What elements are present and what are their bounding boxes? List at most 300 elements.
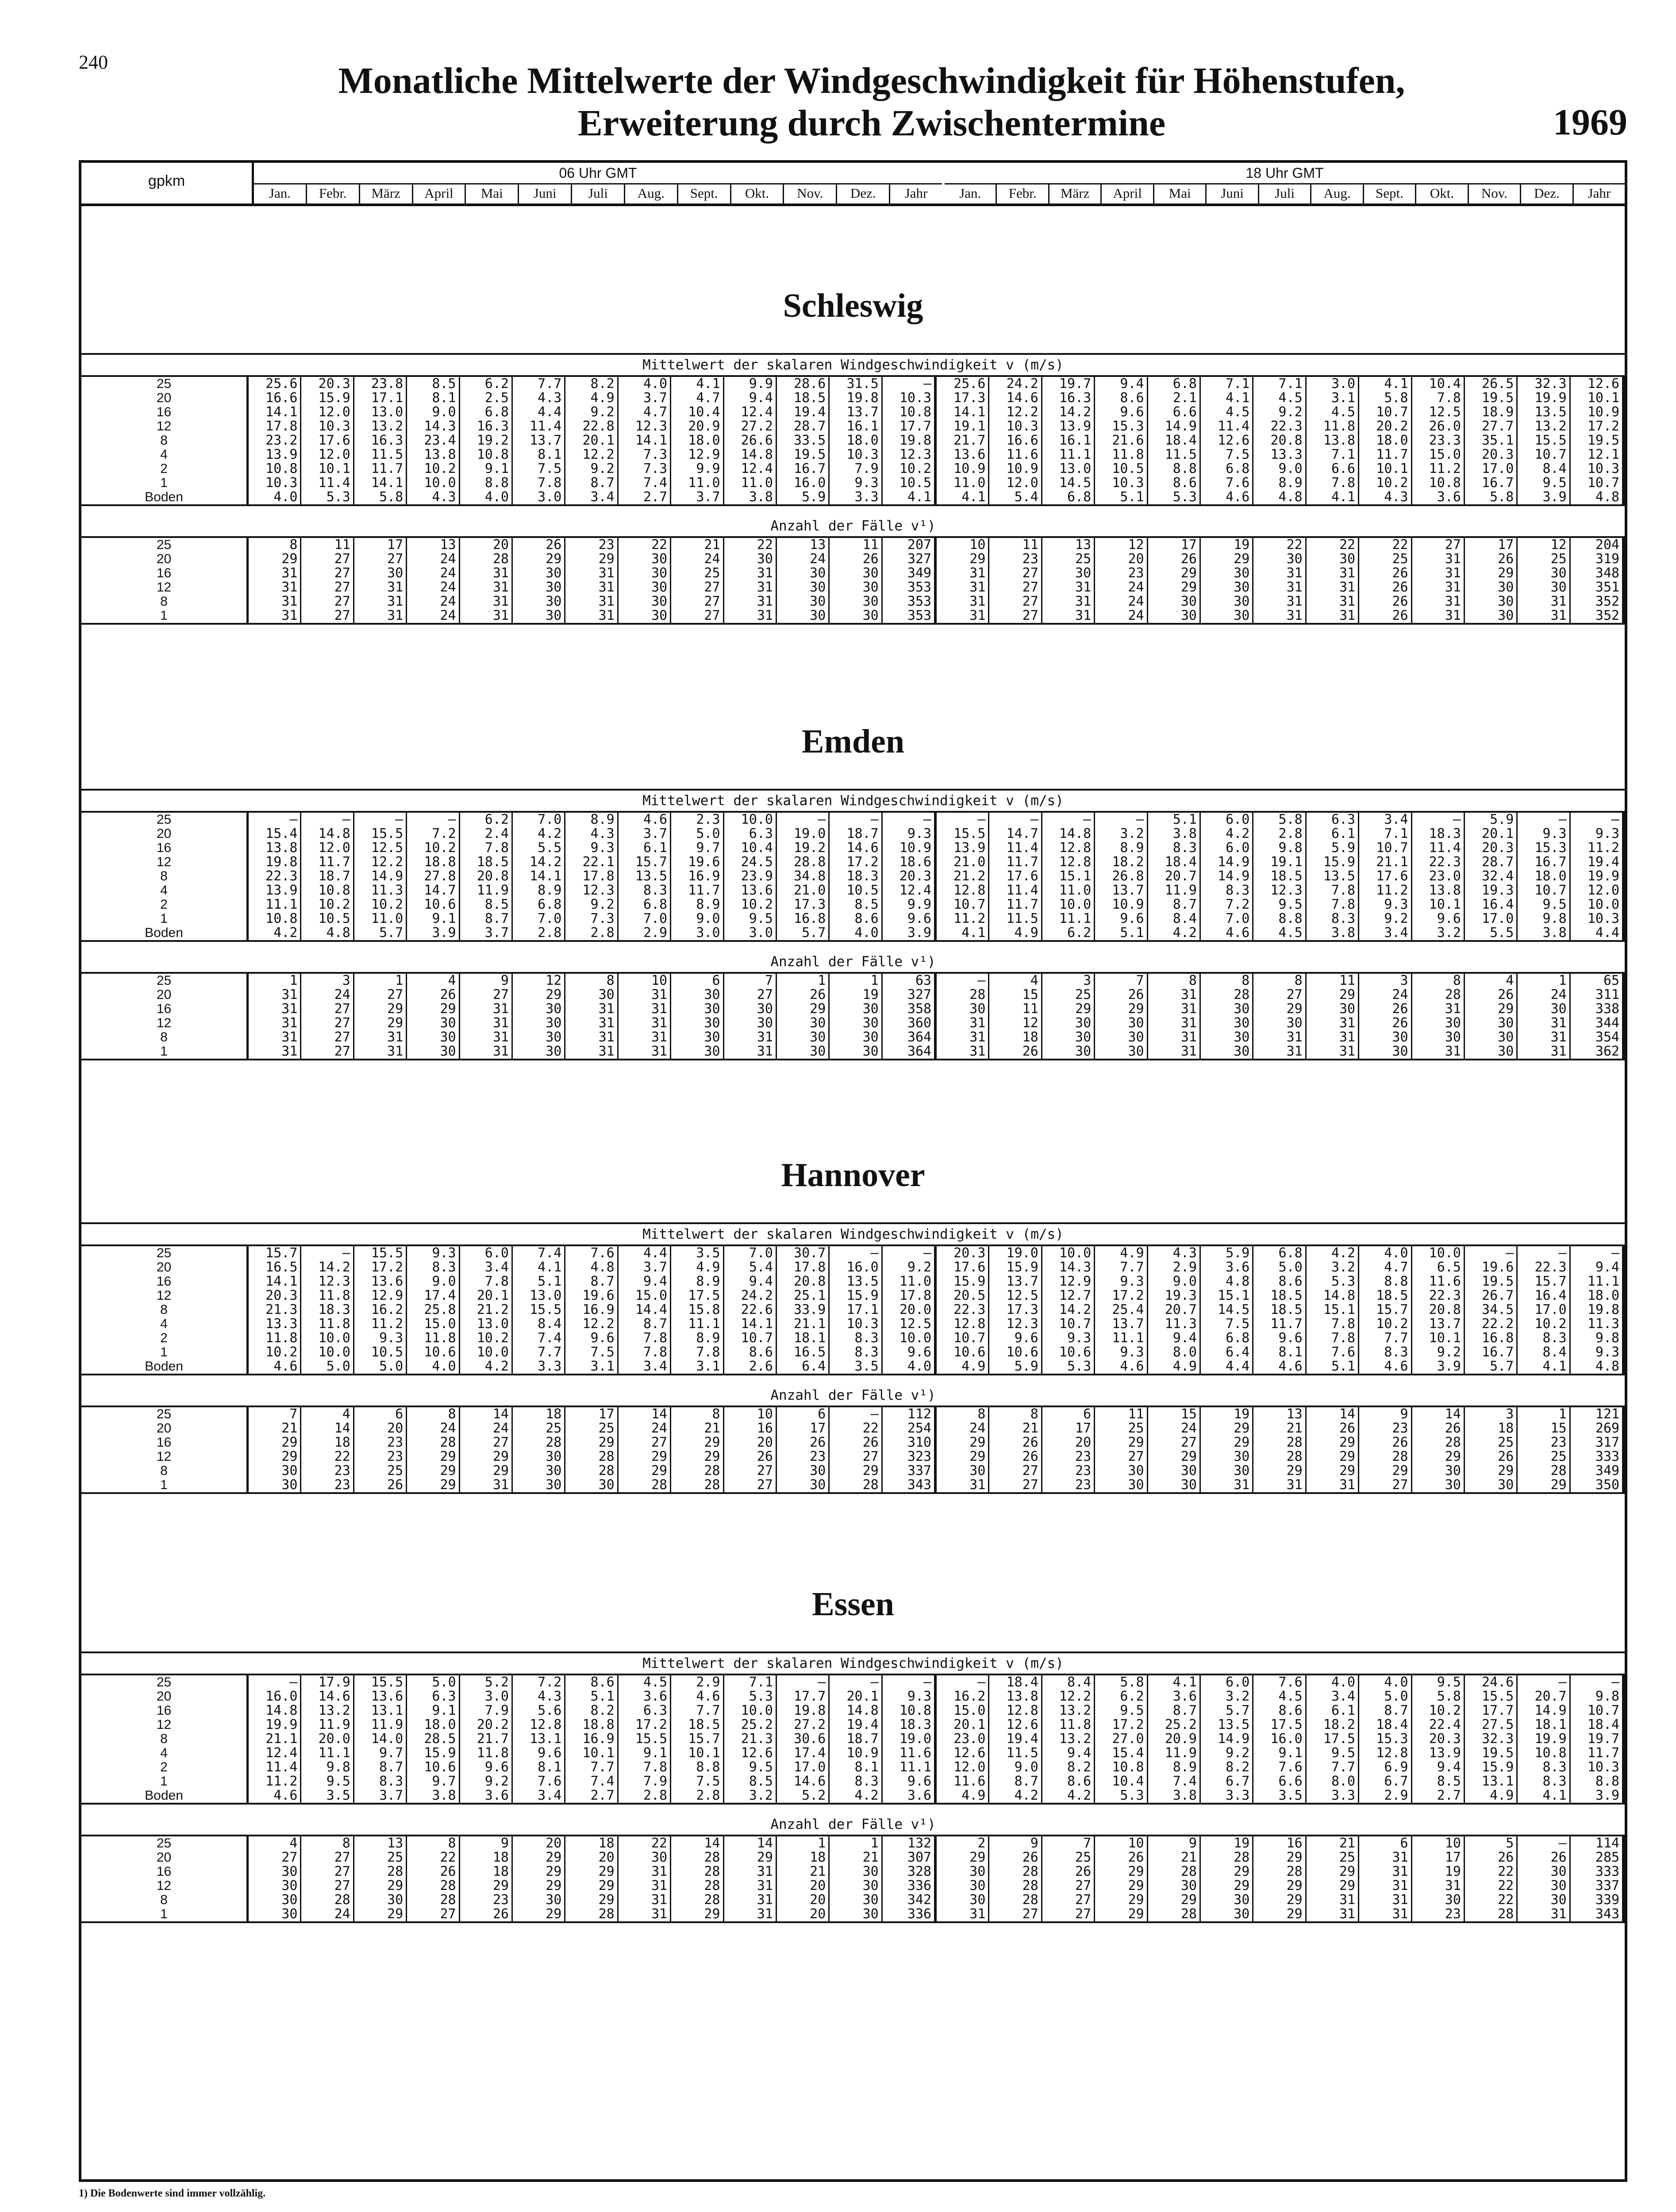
value-cell: 25.2	[741, 1717, 773, 1732]
value-cell: 10.6	[424, 1759, 456, 1775]
value-cell: 21.2	[953, 868, 986, 884]
value-cell: 29	[757, 1850, 773, 1865]
value-cell: 328	[907, 1864, 932, 1879]
value-cell: 4.9	[1014, 925, 1038, 941]
value-cell: 24	[1392, 987, 1408, 1002]
value-cell: 6.8	[1226, 461, 1250, 476]
value-column	[1253, 813, 1306, 940]
value-cell: 9.5	[749, 1759, 773, 1775]
value-cell: 29	[969, 1435, 986, 1450]
value-cell: 30	[810, 1029, 826, 1045]
value-column	[301, 538, 354, 623]
value-cell: 15.9	[318, 390, 350, 406]
value-cell: 10.8	[1534, 1745, 1567, 1761]
value-cell: 4.4	[1226, 1359, 1250, 1374]
title-line-1: Monatliche Mittelwerte der Windgeschwindigkeit für Höhenstufen,	[338, 60, 1405, 101]
value-cell: 12.9	[688, 447, 720, 462]
value-cell: 8	[1242, 973, 1250, 988]
value-cell: 6.8	[1226, 1330, 1250, 1346]
value-cell: 17.3	[794, 897, 826, 912]
value-cell: 6.9	[1384, 1759, 1408, 1775]
value-cell: 15	[1550, 1421, 1567, 1436]
value-cell: 351	[1595, 580, 1620, 595]
value-cell: 23.3	[1429, 433, 1461, 448]
value-cell: 19	[1234, 1406, 1250, 1422]
value-cell: –	[870, 1406, 879, 1422]
value-cell: 7.5	[1226, 447, 1250, 462]
value-cell: 8.7	[1014, 1774, 1038, 1789]
value-cell: 12.9	[371, 1288, 404, 1303]
value-cell: 26	[1392, 1435, 1408, 1450]
value-cell: 7.8	[1331, 883, 1356, 898]
value-cell: 6.0	[484, 1245, 509, 1261]
level-label: Boden	[145, 1359, 183, 1374]
value-cell: 14.8	[741, 447, 773, 462]
value-column	[460, 1836, 513, 1921]
value-cell: 6.2	[1120, 1689, 1144, 1704]
value-cell: 30	[1234, 594, 1250, 609]
value-cell: 28	[704, 1463, 720, 1479]
month-header: Dez.	[1521, 183, 1573, 204]
value-cell: 8.1	[854, 1759, 879, 1775]
value-cell: 19.5	[1482, 1274, 1514, 1289]
value-cell: 18.3	[318, 1302, 350, 1317]
value-cell: 30	[704, 987, 720, 1002]
value-cell: 16.0	[265, 1689, 298, 1704]
value-cell: 31	[651, 1864, 668, 1879]
value-column	[777, 1407, 830, 1492]
value-cell: 4.8	[1226, 1274, 1250, 1289]
value-column	[407, 1246, 460, 1374]
value-cell: 21	[704, 1421, 720, 1436]
value-column	[724, 377, 777, 504]
value-cell: 9.5	[1437, 1674, 1461, 1690]
value-cell: 27	[334, 1015, 350, 1031]
value-cell: 11.5	[1165, 447, 1197, 462]
value-cell: 17.1	[846, 1302, 879, 1317]
value-cell: 19	[862, 987, 879, 1002]
month-header: Jahr	[904, 185, 928, 201]
month-header: Juni	[1207, 183, 1259, 204]
value-cell: 30	[810, 594, 826, 609]
value-cell: 25	[598, 1421, 615, 1436]
value-cell: 17	[810, 1421, 826, 1436]
value-cell: 26	[440, 987, 456, 1002]
value-cell: 28.6	[794, 376, 826, 392]
value-cell: 2.3	[696, 812, 720, 827]
value-cell: 16.1	[846, 419, 879, 434]
value-cell: 31	[492, 594, 509, 609]
value-cell: 3.3	[1226, 1788, 1250, 1803]
value-cell: 6.4	[1226, 1344, 1250, 1360]
value-cell: 11.0	[371, 911, 404, 926]
value-column	[1465, 1836, 1518, 1921]
value-cell: 29	[492, 1878, 509, 1893]
value-cell: 3	[1400, 973, 1408, 988]
value-column	[1042, 1675, 1095, 1803]
count-caption: Anzahl der Fälle v¹)	[81, 1385, 1625, 1407]
mean-grid	[81, 377, 1625, 506]
value-column	[1201, 1246, 1253, 1374]
value-cell: 12.8	[953, 1316, 986, 1332]
value-cell: 16.7	[1534, 854, 1567, 870]
value-column	[407, 1407, 460, 1492]
value-cell: 17.4	[424, 1288, 456, 1303]
value-cell: 29	[1234, 1421, 1250, 1436]
month-header: Jahr	[1588, 185, 1611, 201]
value-cell: 29	[598, 1435, 615, 1450]
value-column	[249, 813, 301, 940]
value-cell: 1	[1558, 973, 1567, 988]
level-label: 8	[160, 594, 168, 609]
value-cell: 28	[862, 1477, 879, 1493]
page-title	[248, 60, 1495, 145]
value-cell: 29	[704, 1435, 720, 1450]
value-cell: 17.0	[1482, 461, 1514, 476]
values-18	[937, 538, 1625, 623]
value-cell: 31	[651, 1044, 668, 1059]
value-cell: 11	[1128, 1406, 1144, 1422]
value-cell: 10.0	[1587, 897, 1620, 912]
value-cell: 21	[1180, 1850, 1197, 1865]
value-cell: 20	[757, 1435, 773, 1450]
value-cell: 8.9	[696, 1274, 720, 1289]
value-cell: 4.4	[643, 1245, 668, 1261]
value-column	[1359, 1407, 1412, 1492]
value-cell: 4.5	[643, 1674, 668, 1690]
value-cell: 22.3	[265, 868, 298, 884]
value-cell: 4.7	[696, 390, 720, 406]
value-cell: 8	[342, 1836, 350, 1851]
value-cell: 19.6	[1482, 1260, 1514, 1275]
value-cell: 18.8	[582, 1717, 615, 1732]
value-cell: 20	[810, 1906, 826, 1922]
value-cell: 19.6	[582, 1288, 615, 1303]
value-cell: 10.6	[953, 1344, 986, 1360]
value-cell: 4.1	[961, 489, 986, 505]
value-column	[1359, 538, 1412, 623]
value-cell: 17.5	[688, 1288, 720, 1303]
value-cell: 10.8	[899, 1703, 932, 1718]
value-cell: 9.1	[484, 461, 509, 476]
value-cell: 19.3	[1482, 883, 1514, 898]
value-cell: 8.9	[1172, 1759, 1197, 1775]
value-cell: 18.5	[1376, 1288, 1408, 1303]
value-cell: 15.7	[1376, 1302, 1408, 1317]
value-cell: 21.2	[477, 1302, 509, 1317]
value-column	[989, 1675, 1042, 1803]
level-label: 8	[160, 1302, 168, 1317]
value-cell: 30	[546, 1001, 562, 1017]
value-cell: 24	[440, 565, 456, 581]
level-label: 20	[156, 1421, 172, 1436]
value-cell: 8.9	[1278, 475, 1303, 491]
level-label: 8	[160, 1893, 168, 1907]
value-cell: 65	[1603, 973, 1620, 988]
value-cell: 5.8	[379, 489, 404, 505]
value-column	[1148, 538, 1201, 623]
value-cell: –	[1611, 812, 1620, 827]
value-column	[407, 974, 460, 1059]
value-cell: 23	[1392, 1421, 1408, 1436]
value-cell: 17.8	[265, 419, 298, 434]
value-cell: 19.5	[1482, 1745, 1514, 1761]
value-cell: 30	[1234, 580, 1250, 595]
value-cell: 11.2	[1376, 883, 1408, 898]
values-18	[937, 1407, 1625, 1492]
value-cell: 28	[1180, 1864, 1197, 1879]
month-header: März	[1049, 183, 1102, 204]
value-cell: 18	[1498, 1421, 1514, 1436]
value-cell: 19.0	[1006, 1245, 1038, 1261]
value-cell: 13.0	[371, 404, 404, 420]
level-label: Boden	[145, 926, 183, 940]
value-cell: 23	[598, 537, 615, 553]
value-cell: 31	[1339, 1044, 1356, 1059]
value-cell: 11.4	[265, 1759, 298, 1775]
value-cell: 30	[1550, 1864, 1567, 1879]
value-cell: 342	[907, 1892, 932, 1908]
value-cell: 5.9	[1226, 1245, 1250, 1261]
value-cell: 333	[1595, 1864, 1620, 1879]
value-column	[937, 538, 989, 623]
value-cell: 31	[1445, 608, 1461, 623]
value-cell: 26	[546, 537, 562, 553]
value-cell: 9.3	[432, 1245, 456, 1261]
value-cell: 17.8	[582, 868, 615, 884]
value-column	[1095, 813, 1148, 940]
value-cell: 9.7	[379, 1745, 404, 1761]
value-cell: 30	[810, 1463, 826, 1479]
value-cell: 6.7	[1226, 1774, 1250, 1789]
value-cell: 23.8	[371, 376, 404, 392]
value-cell: 13	[387, 1836, 404, 1851]
value-cell: 5.9	[1331, 840, 1356, 856]
value-cell: 23	[1075, 1477, 1092, 1493]
value-cell: 10.1	[582, 1745, 615, 1761]
value-cell: 10.3	[846, 447, 879, 462]
value-cell: 30	[1234, 1029, 1250, 1045]
value-cell: 19.7	[1059, 376, 1092, 392]
value-cell: 5.0	[432, 1674, 456, 1690]
value-column	[1201, 1675, 1253, 1803]
value-cell: 31	[598, 1029, 615, 1045]
value-column	[619, 974, 671, 1059]
value-column	[1571, 1407, 1622, 1492]
level-label: 16	[156, 405, 172, 419]
value-cell: 18.5	[688, 1717, 720, 1732]
value-cell: 11	[334, 537, 350, 553]
value-cell: 13.1	[1482, 1774, 1514, 1789]
value-cell: 8.3	[643, 883, 668, 898]
value-cell: 13.3	[265, 1316, 298, 1332]
value-cell: 29	[1234, 1435, 1250, 1450]
value-column	[777, 1836, 830, 1921]
value-cell: 34.8	[794, 868, 826, 884]
value-cell: 10.4	[1429, 376, 1461, 392]
value-cell: 10.3	[1587, 911, 1620, 926]
value-cell: 11.1	[1059, 447, 1092, 462]
value-cell: 27	[1022, 580, 1038, 595]
value-cell: 9.6	[538, 1745, 562, 1761]
value-cell: 27	[334, 1864, 350, 1879]
month-header: Juli	[1259, 183, 1311, 204]
value-cell: 29	[387, 1878, 404, 1893]
value-cell: 7.1	[1278, 376, 1303, 392]
value-cell: 10.1	[1587, 390, 1620, 406]
value-cell: 4.3	[432, 489, 456, 505]
value-cell: 30	[1234, 1906, 1250, 1922]
value-cell: 29	[704, 1906, 720, 1922]
value-cell: 17	[387, 537, 404, 553]
value-column	[354, 1407, 407, 1492]
value-cell: 12.0	[318, 840, 350, 856]
value-cell: 13.7	[1006, 1274, 1038, 1289]
value-cell: 6.6	[1172, 404, 1197, 420]
value-cell: 3.3	[1331, 1788, 1356, 1803]
value-cell: 25	[546, 1421, 562, 1436]
value-cell: 31	[281, 1044, 298, 1059]
value-column	[1095, 377, 1148, 504]
value-cell: 112	[907, 1406, 932, 1422]
value-cell: 31	[1339, 1892, 1356, 1908]
value-cell: 11.6	[1429, 1274, 1461, 1289]
value-cell: –	[1030, 812, 1038, 827]
value-cell: 13.2	[1059, 1703, 1092, 1718]
value-cell: 4.6	[1120, 1359, 1144, 1374]
value-cell: 9.3	[1595, 826, 1620, 841]
level-label: 12	[156, 855, 172, 869]
value-cell: 10.0	[1429, 1245, 1461, 1261]
value-cell: 7.0	[538, 911, 562, 926]
value-cell: 17.3	[1006, 1302, 1038, 1317]
value-cell: 22.4	[1429, 1717, 1461, 1732]
value-cell: 7.6	[1278, 1759, 1303, 1775]
value-cell: 27	[1022, 608, 1038, 623]
value-cell: 11.2	[953, 911, 986, 926]
value-cell: 11.9	[477, 883, 509, 898]
value-cell: 10.2	[477, 1330, 509, 1346]
level-label: 25	[156, 1246, 172, 1260]
value-cell: 31	[1339, 1029, 1356, 1045]
value-cell: 3.4	[590, 489, 615, 505]
value-cell: 11.2	[371, 1316, 404, 1332]
value-cell: 15.4	[265, 826, 298, 841]
value-cell: 31	[969, 1906, 986, 1922]
value-cell: 31	[651, 1878, 668, 1893]
value-cell: 30	[1234, 1449, 1250, 1464]
value-cell: 31	[1075, 608, 1092, 623]
value-cell: 31	[969, 580, 986, 595]
value-cell: 30	[281, 1892, 298, 1908]
value-cells	[249, 1246, 1625, 1374]
value-cell: 31	[387, 580, 404, 595]
value-cell: 28.5	[424, 1731, 456, 1747]
value-cell: 3.0	[1331, 376, 1356, 392]
value-cell: 30	[651, 608, 668, 623]
level-label: 20	[156, 552, 172, 566]
value-cell: 3.7	[643, 1260, 668, 1275]
value-cell: 31	[651, 1029, 668, 1045]
value-cell: 28	[704, 1850, 720, 1865]
value-cell: 11.4	[1429, 840, 1461, 856]
value-cell: 7	[289, 1406, 298, 1422]
value-cell: 24	[334, 1906, 350, 1922]
value-cell: 31	[757, 608, 773, 623]
value-cell: –	[977, 812, 986, 827]
values-18	[937, 377, 1625, 504]
value-cell: 25.6	[265, 376, 298, 392]
value-column	[301, 1407, 354, 1492]
value-cell: 11.1	[318, 1745, 350, 1761]
value-cell: 30	[281, 1906, 298, 1922]
value-cell: 30	[1498, 580, 1514, 595]
value-cell: 12.9	[1059, 1274, 1092, 1289]
value-cell: 13	[1286, 1406, 1303, 1422]
value-cell: 10.9	[846, 1745, 879, 1761]
value-cell: 28	[1392, 1449, 1408, 1464]
value-cell: 11.7	[688, 883, 720, 898]
value-cell: 23.4	[424, 433, 456, 448]
value-cell: 7.0	[749, 1245, 773, 1261]
value-cell: 337	[907, 1463, 932, 1479]
value-cell: 31	[598, 565, 615, 581]
value-cell: 26	[1392, 594, 1408, 609]
value-cell: 10.7	[1376, 840, 1408, 856]
value-cell: 9.3	[1384, 897, 1408, 912]
value-cell: 9.4	[1595, 1260, 1620, 1275]
value-cell: 12.6	[1218, 433, 1250, 448]
group-06-header: 06 Uhr GMT	[254, 163, 942, 184]
value-cell: 14.4	[635, 1302, 668, 1317]
value-cell: 21.1	[1376, 854, 1408, 870]
value-cell: 26	[387, 1477, 404, 1493]
value-cell: 29	[1339, 1878, 1356, 1893]
value-cell: 28	[598, 1906, 615, 1922]
value-column	[460, 1675, 513, 1803]
value-cell: 26	[1392, 608, 1408, 623]
value-column	[1253, 538, 1306, 623]
value-cell: 31	[1550, 1906, 1567, 1922]
value-cell: 343	[907, 1477, 932, 1493]
value-cell: 31	[598, 594, 615, 609]
value-cell: 9.1	[432, 911, 456, 926]
value-cell: 19.5	[794, 447, 826, 462]
value-column	[1042, 813, 1095, 940]
value-cell: 3.6	[643, 1689, 668, 1704]
value-cell: 7.9	[854, 461, 879, 476]
mean-grid	[81, 813, 1625, 942]
value-cell: 3.9	[1437, 1359, 1461, 1374]
value-cell: 11	[1022, 1001, 1038, 1017]
value-cell: 17.6	[953, 1260, 986, 1275]
value-cell: 14	[492, 1406, 509, 1422]
value-cell: 14.2	[530, 854, 562, 870]
value-cell: 9.2	[1384, 911, 1408, 926]
value-cell: 352	[1595, 608, 1620, 623]
value-cell: 22	[1498, 1864, 1514, 1879]
value-cell: 27	[1180, 1435, 1197, 1450]
level-label: 16	[156, 841, 172, 855]
value-column	[1307, 538, 1359, 623]
value-cell: 10.3	[1587, 1759, 1620, 1775]
value-cell: 28.8	[794, 854, 826, 870]
value-cell: 10.6	[424, 897, 456, 912]
value-column	[1095, 1675, 1148, 1803]
value-cell: 14.2	[1059, 1302, 1092, 1317]
value-cell: 22.3	[1270, 419, 1303, 434]
value-column	[1042, 1836, 1095, 1921]
